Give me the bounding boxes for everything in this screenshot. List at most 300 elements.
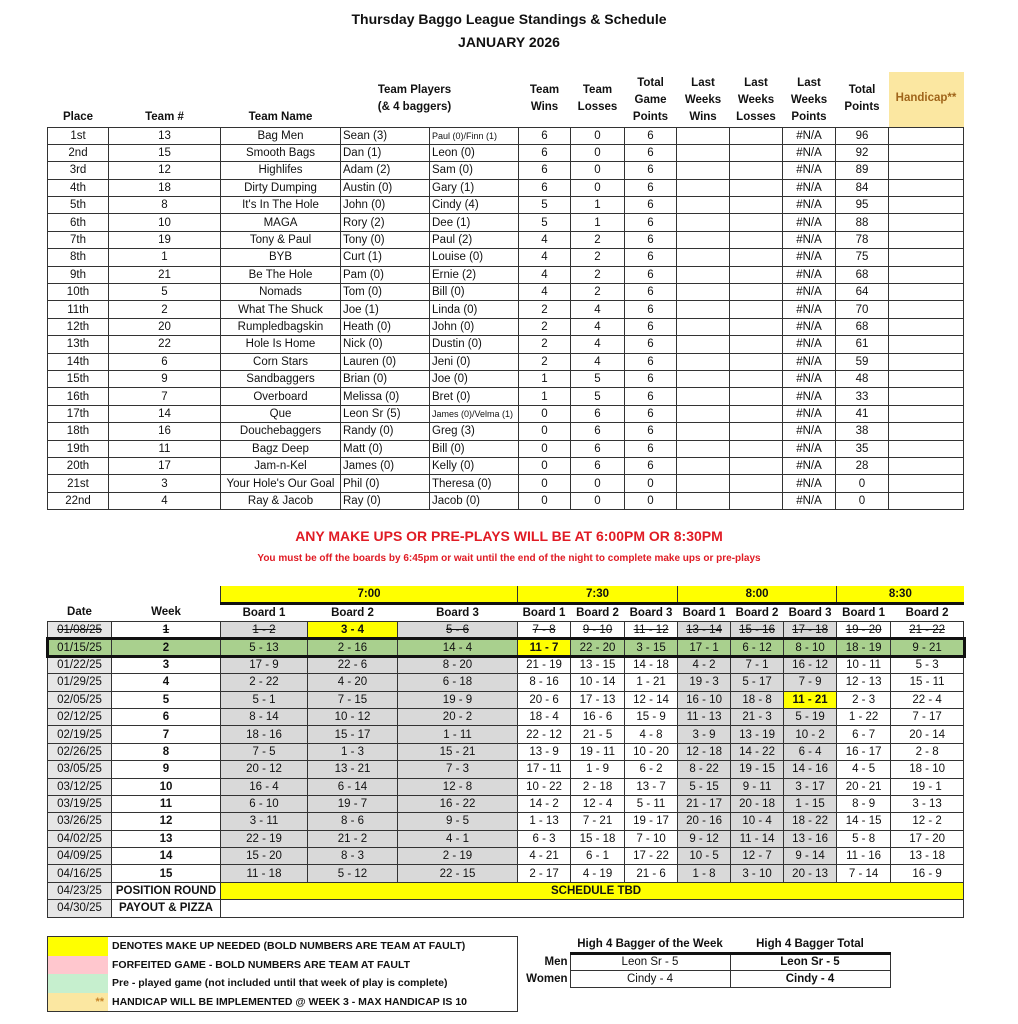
cell-team-wins: 6 [519,127,571,144]
cell-matchup: 5 - 13 [221,639,308,656]
cell-matchup: 20 - 18 [731,795,784,812]
cell-matchup: 5 - 17 [731,674,784,691]
cell-team-name: Highlifes [221,162,341,179]
cell-week: 14 [112,848,221,865]
cell-date: 02/19/25 [48,726,112,743]
cell-matchup: 14 - 16 [784,761,837,778]
schedule-row [48,743,964,760]
cell-player-1: Joe (1) [341,301,430,318]
cell-matchup: 20 - 16 [678,813,731,830]
cell-total-game-points: 6 [625,231,677,248]
schedule-row [48,848,964,865]
cell-matchup: 2 - 22 [221,674,308,691]
cell-last-weeks-points: #N/A [783,127,836,144]
cell-last-weeks-wins [677,301,730,318]
cell-team-wins: 1 [519,370,571,387]
cell-last-weeks-losses [730,370,783,387]
cell-player-1: Rory (2) [341,214,430,231]
standings-row [48,475,964,492]
cell-matchup: 19 - 7 [308,795,398,812]
cell-matchup: 13 - 15 [571,656,625,673]
cell-matchup: 16 - 22 [398,795,518,812]
cell-matchup: 2 - 18 [571,778,625,795]
schedule-row [48,726,964,743]
cell-player-1: Tony (0) [341,231,430,248]
cell-team-wins: 2 [519,353,571,370]
cell-week: 6 [112,708,221,725]
cell-matchup: 5 - 11 [625,795,678,812]
time-slot-800: 8:00 [678,586,837,604]
col-header-board-3: Board 3 [629,607,673,619]
cell-last-weeks-losses [730,457,783,474]
cell-week: 9 [112,761,221,778]
cell-last-weeks-wins [677,179,730,196]
cell-handicap [889,214,964,231]
cell-last-weeks-wins [677,440,730,457]
schedule-row [48,639,964,656]
col-place: Place [62,110,94,123]
cell-handicap [889,249,964,266]
cell-matchup: 20 - 21 [837,778,891,795]
cell-last-weeks-wins [677,318,730,335]
cell-team-wins: 0 [519,405,571,422]
cell-date: 04/30/25 [48,900,112,917]
cell-team-losses: 0 [571,162,625,179]
standings-row [48,405,964,422]
cell-total-points: 96 [836,127,889,144]
cell-matchup: 9 - 21 [891,639,964,656]
cell-handicap [889,405,964,422]
cell-team-number: 21 [109,266,221,283]
cell-last-weeks-points: #N/A [783,179,836,196]
cell-total-points: 68 [836,266,889,283]
cell-week: 5 [112,691,221,708]
cell-player-1: Ray (0) [341,492,430,509]
cell-player-2: Paul (0)/Finn (1) [430,127,519,144]
col-header-board-2: Board 2 [331,607,374,619]
cell-last-weeks-points: #N/A [783,336,836,353]
cell-matchup: 8 - 3 [308,848,398,865]
cell-place: 4th [48,179,109,196]
standings-row [48,231,964,248]
cell-last-weeks-losses [730,179,783,196]
cell-player-2: Dustin (0) [430,336,519,353]
col-header-board-2: Board 2 [576,607,619,619]
cell-matchup: 16 - 4 [221,778,308,795]
cell-matchup: 3 - 13 [891,795,964,812]
cell-matchup: 1 - 15 [784,795,837,812]
cell-team-losses: 0 [571,179,625,196]
cell-date: 04/09/25 [48,848,112,865]
cell-handicap [889,318,964,335]
cell-team-wins: 1 [519,388,571,405]
cell-player-2: Theresa (0) [430,475,519,492]
cell-matchup: 7 - 14 [837,865,891,882]
cell-matchup: 7 - 15 [308,691,398,708]
cell-matchup: 8 - 6 [308,813,398,830]
cell-matchup: 7 - 1 [731,656,784,673]
cell-matchup: 4 - 1 [398,830,518,847]
cell-last-weeks-losses [730,284,783,301]
cell-week: 3 [112,656,221,673]
cell-matchup: 3 - 11 [221,813,308,830]
cell-matchup: 3 - 17 [784,778,837,795]
cell-handicap [889,475,964,492]
cell-date: 01/22/25 [48,656,112,673]
cell-date: 04/23/25 [48,882,112,899]
cell-matchup: 9 - 10 [571,622,625,639]
cell-player-2: Jeni (0) [430,353,519,370]
cell-matchup: 20 - 12 [221,761,308,778]
cell-total-game-points: 0 [625,475,677,492]
cell-team-losses: 0 [571,127,625,144]
cell-matchup: 19 - 9 [398,691,518,708]
cell-team-number: 12 [109,162,221,179]
cell-matchup: 10 - 20 [625,743,678,760]
cell-player-1: Phil (0) [341,475,430,492]
cell-player-2: Cindy (4) [430,197,519,214]
cell-matchup: 17 - 20 [891,830,964,847]
cell-player-1: Austin (0) [341,179,430,196]
cell-player-2: Bill (0) [430,440,519,457]
col-team-players: Team Players (& 4 baggers) [377,84,452,113]
time-slot-830: 8:30 [837,586,964,604]
cell-player-2: John (0) [430,318,519,335]
cell-last-weeks-wins [677,197,730,214]
cell-team-number: 4 [109,492,221,509]
legend-text: HANDICAP WILL BE IMPLEMENTED @ WEEK 3 - MAX HANDICAP IS 10 [112,995,468,1008]
cell-team-wins: 0 [519,423,571,440]
col-header-board-2: Board 2 [735,607,779,619]
cell-team-name: Hole Is Home [221,336,341,353]
cell-last-weeks-losses [730,249,783,266]
cell-matchup: 7 - 17 [891,708,964,725]
cell-matchup: 12 - 4 [571,795,625,812]
cell-team-number: 19 [109,231,221,248]
cell-matchup: 13 - 14 [678,622,731,639]
cell-team-name: Overboard [221,388,341,405]
legend-text: DENOTES MAKE UP NEEDED (BOLD NUMBERS ARE TEAM AT FAULT) [112,940,466,953]
cell-last-weeks-wins [677,284,730,301]
cell-last-weeks-losses [730,127,783,144]
cell-matchup: 17 - 9 [221,656,308,673]
cell-last-weeks-points: #N/A [783,301,836,318]
cell-place: 3rd [48,162,109,179]
cell-total-game-points: 6 [625,214,677,231]
cell-matchup: 22 - 15 [398,865,518,882]
cell-team-wins: 6 [519,179,571,196]
cell-matchup: 19 - 17 [625,813,678,830]
cell-player-1: Melissa (0) [341,388,430,405]
cell-matchup: 19 - 1 [891,778,964,795]
cell-player-1: Tom (0) [341,284,430,301]
cell-last-weeks-losses [730,197,783,214]
cell-matchup: 10 - 2 [784,726,837,743]
col-team-number: Team # [145,110,184,123]
cell-last-weeks-wins [677,388,730,405]
schedule-row [48,830,964,847]
cell-place: 20th [48,457,109,474]
cell-handicap [889,266,964,283]
cell-matchup: 13 - 18 [891,848,964,865]
cell-matchup: 12 - 2 [891,813,964,830]
cell-player-1: Lauren (0) [341,353,430,370]
cell-matchup: 4 - 2 [678,656,731,673]
cell-team-name: BYB [221,249,341,266]
cell-team-name: Sandbaggers [221,370,341,387]
standings-row [48,266,964,283]
cell-matchup: 4 - 8 [625,726,678,743]
cell-team-losses: 1 [571,197,625,214]
col-header-board-2: Board 2 [905,607,949,619]
cell-matchup: 3 - 10 [731,865,784,882]
time-slot-700: 7:00 [221,586,518,604]
col-total-points: Total Points [844,84,880,113]
cell-matchup: 22 - 12 [518,726,571,743]
cell-matchup: 5 - 1 [221,691,308,708]
cell-player-1: Dan (1) [341,144,430,161]
standings-row [48,353,964,370]
cell-matchup: 15 - 20 [221,848,308,865]
cell-total-game-points: 6 [625,301,677,318]
cell-matchup: 7 - 3 [398,761,518,778]
cell-total-game-points: 6 [625,353,677,370]
cell-matchup: 1 - 21 [625,674,678,691]
cell-team-wins: 5 [519,197,571,214]
cell-team-name: Douchebaggers [221,423,341,440]
legend-item [48,937,517,956]
cell-team-number: 7 [109,388,221,405]
cell-last-weeks-losses [730,231,783,248]
standings-row [48,249,964,266]
cell-total-game-points: 6 [625,179,677,196]
cell-total-game-points: 6 [625,388,677,405]
cell-matchup: 9 - 5 [398,813,518,830]
cell-team-losses: 4 [571,301,625,318]
schedule-row [48,656,964,673]
cell-last-weeks-losses [730,144,783,161]
cell-team-losses: 4 [571,336,625,353]
cell-matchup: 16 - 12 [784,656,837,673]
cell-date: 01/29/25 [48,674,112,691]
cell-matchup: 9 - 14 [784,848,837,865]
makeup-subnotice: You must be off the boards by 6:45pm or wait until the end of the night to complete make ups or pre-plays [257,553,761,564]
cell-matchup: 8 - 16 [518,674,571,691]
cell-player-1: Heath (0) [341,318,430,335]
standings-row [48,492,964,509]
cell-matchup: 5 - 6 [398,622,518,639]
cell-matchup: 10 - 14 [571,674,625,691]
col-header-board-3: Board 3 [436,607,479,619]
cell-matchup: 12 - 13 [837,674,891,691]
cell-player-2: Sam (0) [430,162,519,179]
standings-row [48,127,964,144]
cell-date: 01/08/25 [48,622,112,639]
cell-total-game-points: 6 [625,405,677,422]
cell-matchup: 11 - 12 [625,622,678,639]
cell-week: POSITION ROUND [112,882,221,899]
cell-team-number: 11 [109,440,221,457]
cell-player-2: Louise (0) [430,249,519,266]
cell-matchup: 8 - 9 [837,795,891,812]
cell-total-points: 84 [836,179,889,196]
cell-matchup: 7 - 5 [221,743,308,760]
cell-last-weeks-wins [677,405,730,422]
cell-place: 15th [48,370,109,387]
cell-matchup: 11 - 7 [518,639,571,656]
cell-matchup: 21 - 5 [571,726,625,743]
cell-team-number: 8 [109,197,221,214]
cell-team-number: 13 [109,127,221,144]
cell-matchup: 12 - 7 [731,848,784,865]
cell-last-weeks-losses [730,492,783,509]
cell-matchup: 5 - 3 [891,656,964,673]
cell-last-weeks-points: #N/A [783,423,836,440]
cell-date: 03/19/25 [48,795,112,812]
cell-team-number: 5 [109,284,221,301]
cell-team-losses: 0 [571,144,625,161]
standings-row [48,284,964,301]
schedule-row [48,761,964,778]
men-total-value: Leon Sr - 5 [730,953,890,970]
standings-row [48,423,964,440]
cell-player-1: Brian (0) [341,370,430,387]
cell-matchup: 5 - 8 [837,830,891,847]
cell-team-number: 6 [109,353,221,370]
cell-matchup: 16 - 9 [891,865,964,882]
cell-total-points: 64 [836,284,889,301]
cell-team-name: Rumpledbagskin [221,318,341,335]
standings-row [48,197,964,214]
cell-total-points: 68 [836,318,889,335]
cell-matchup: 11 - 13 [678,708,731,725]
cell-last-weeks-points: #N/A [783,492,836,509]
cell-matchup: 18 - 19 [837,639,891,656]
cell-matchup: 16 - 10 [678,691,731,708]
cell-team-wins: 0 [519,457,571,474]
cell-place: 13th [48,336,109,353]
cell-last-weeks-points: #N/A [783,144,836,161]
cell-team-wins: 6 [519,144,571,161]
cell-team-name: Corn Stars [221,353,341,370]
cell-matchup: 9 - 11 [731,778,784,795]
cell-week: PAYOUT & PIZZA [112,900,221,917]
cell-place: 2nd [48,144,109,161]
cell-matchup: 6 - 1 [571,848,625,865]
cell-handicap [889,370,964,387]
cell-matchup: 10 - 22 [518,778,571,795]
cell-team-number: 17 [109,457,221,474]
cell-week: 8 [112,743,221,760]
cell-matchup: 1 - 3 [308,743,398,760]
cell-player-1: Nick (0) [341,336,430,353]
cell-date: 02/05/25 [48,691,112,708]
standings-row [48,162,964,179]
col-header-board-1: Board 1 [842,607,885,619]
cell-matchup: 11 - 18 [221,865,308,882]
cell-matchup: 17 - 18 [784,622,837,639]
cell-matchup: 18 - 16 [221,726,308,743]
cell-matchup: 15 - 9 [625,708,678,725]
cell-matchup: 7 - 10 [625,830,678,847]
cell-matchup: 10 - 4 [731,813,784,830]
cell-matchup: 3 - 4 [308,622,398,639]
cell-last-weeks-points: #N/A [783,475,836,492]
cell-matchup: 14 - 22 [731,743,784,760]
cell-matchup: 4 - 5 [837,761,891,778]
cell-last-weeks-losses [730,162,783,179]
cell-team-name: It's In The Hole [221,197,341,214]
cell-team-number: 10 [109,214,221,231]
cell-matchup: 4 - 20 [308,674,398,691]
cell-place: 9th [48,266,109,283]
cell-team-wins: 0 [519,492,571,509]
cell-matchup: 12 - 8 [398,778,518,795]
cell-last-weeks-wins [677,249,730,266]
cell-last-weeks-losses [730,440,783,457]
cell-team-wins: 0 [519,475,571,492]
cell-handicap [889,353,964,370]
cell-last-weeks-points: #N/A [783,284,836,301]
cell-handicap [889,162,964,179]
cell-matchup: 6 - 3 [518,830,571,847]
cell-total-points: 88 [836,214,889,231]
cell-matchup: 20 - 14 [891,726,964,743]
cell-handicap [889,231,964,248]
cell-matchup: 22 - 6 [308,656,398,673]
cell-place: 17th [48,405,109,422]
cell-total-game-points: 6 [625,457,677,474]
cell-team-wins: 2 [519,301,571,318]
cell-matchup: 13 - 7 [625,778,678,795]
cell-date: 02/12/25 [48,708,112,725]
men-week-value: Leon Sr - 5 [570,953,730,970]
cell-matchup: 22 - 19 [221,830,308,847]
cell-matchup: 1 - 11 [398,726,518,743]
cell-last-weeks-losses [730,475,783,492]
cell-total-game-points: 6 [625,266,677,283]
cell-total-points: 92 [836,144,889,161]
cell-place: 22nd [48,492,109,509]
cell-team-number: 18 [109,179,221,196]
cell-place: 7th [48,231,109,248]
cell-handicap [889,388,964,405]
cell-matchup: 14 - 4 [398,639,518,656]
cell-matchup: 13 - 19 [731,726,784,743]
schedule-row [48,813,964,830]
cell-player-1: John (0) [341,197,430,214]
cell-matchup: 21 - 3 [731,708,784,725]
cell-team-losses: 2 [571,284,625,301]
cell-team-losses: 4 [571,318,625,335]
schedule-row [48,865,964,882]
col-header-date: Date [67,606,92,619]
cell-team-wins: 2 [519,318,571,335]
cell-team-name: Jam-n-Kel [221,457,341,474]
cell-handicap [889,457,964,474]
cell-handicap [889,284,964,301]
cell-team-name: Bagz Deep [221,440,341,457]
cell-total-points: 0 [836,492,889,509]
cell-matchup: 6 - 18 [398,674,518,691]
cell-last-weeks-losses [730,405,783,422]
cell-matchup: 18 - 4 [518,708,571,725]
cell-team-losses: 4 [571,353,625,370]
col-header-week: Week [151,606,181,619]
col-header-board-1: Board 1 [522,607,566,619]
cell-total-points: 33 [836,388,889,405]
cell-last-weeks-wins [677,266,730,283]
